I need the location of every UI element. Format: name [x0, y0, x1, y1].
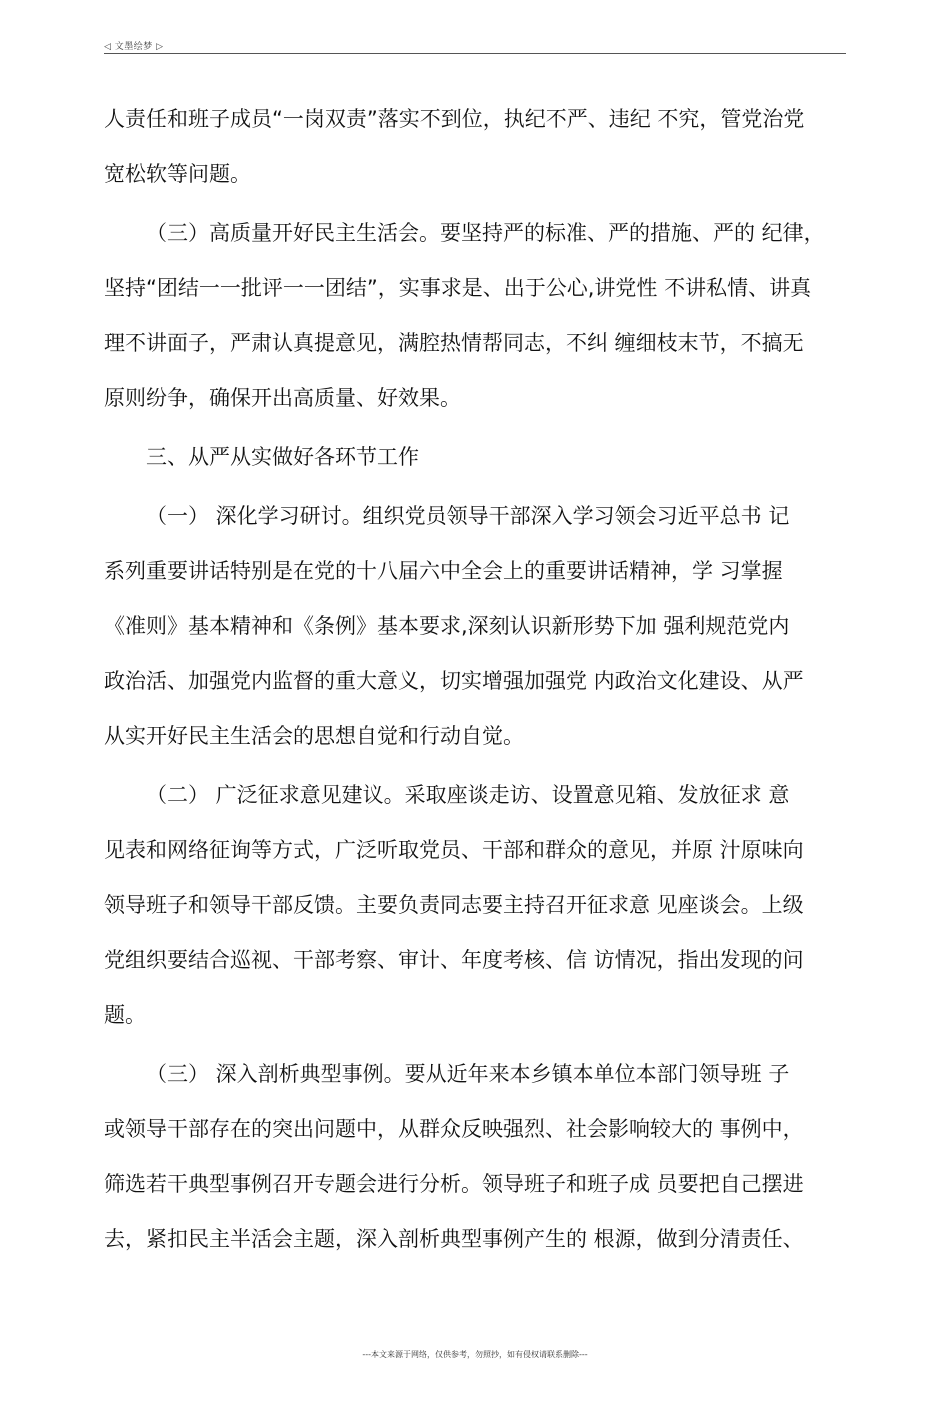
text-line: 或领导干部存在的突出问题中，从群众反映强烈、社会影响较大的 事例中，: [104, 1117, 804, 1141]
text-line: 原则纷争，确保开出高质量、好效果。: [104, 386, 461, 410]
text-line: 领导班子和领导干部反馈。主要负责同志要主持召开征求意 见座谈会。上级: [104, 893, 804, 917]
paragraph-democratic-life-meeting: [104, 206, 849, 426]
header-rule: [104, 53, 846, 54]
text-line: 坚持“团结一一批评一一团结”，实事求是、出于公心,讲党性 不讲私情、讲真: [104, 276, 812, 300]
text-line: （一） 深化学习研讨。组织党员领导干部深入学习领会习近平总书 记: [146, 504, 790, 528]
text-line: 题。: [104, 1003, 146, 1027]
text-line: 党组织要结合巡视、干部考察、审计、年度考核、信 访情况，指出发现的问: [104, 948, 804, 972]
text-line: 政治活、加强党内监督的重大意义，切实增强加强党 内政治文化建设、从严: [104, 669, 804, 693]
text-line: 从实开好民主生活会的思想自觉和行动自觉。: [104, 724, 524, 748]
text-line: 宽松软等问题。: [104, 162, 251, 186]
page-footer: ---本文来源于网络，仅供参考，勿照抄，如有侵权请联系删除---: [362, 1350, 588, 1359]
text-line: 人责任和班子成员“一岗双责”落实不到位，执纪不严、违纪 不究，管党治党: [104, 107, 805, 131]
text-line: 《准则》基本精神和《条例》基本要求,深刻认识新形势下加 强利规范党内: [104, 614, 790, 638]
text-line: 筛选若干典型事例召开专题会进行分析。领导班子和班子成 员要把自己摆进: [104, 1172, 804, 1196]
heading-line: 三、从严从实做好各环节工作: [146, 445, 419, 469]
text-line: 理不讲面子，严肃认真提意见，满腔热情帮同志，不纠 缠细枝末节，不搞无: [104, 331, 804, 355]
paragraph-study-research: [104, 489, 849, 764]
text-line: （三） 深入剖析典型事例。要从近年来本乡镇本单位本部门领导班 子: [146, 1062, 790, 1086]
text-line: （二） 广泛征求意见建议。采取座谈走访、设置意见箱、发放征求 意: [146, 783, 790, 807]
paragraph-continuation: [104, 92, 849, 202]
text-line: 见表和网络征询等方式，广泛听取党员、干部和群众的意见，并原 汁原味向: [104, 838, 804, 862]
section-heading: [104, 430, 849, 485]
text-line: 去，紧扣民主半活会主题，深入剖析典型事例产生的 根源，做到分清责任、: [104, 1227, 804, 1251]
paragraph-solicit-opinions: [104, 768, 849, 1043]
paragraph-typical-cases: [104, 1047, 849, 1267]
page-header: ◁ 文墨绘梦 ▷: [104, 42, 164, 52]
document-body: [104, 92, 849, 1267]
text-line: （三）高质量开好民主生活会。要坚持严的标准、严的措施、严的 纪律，: [146, 221, 825, 245]
text-line: 系列重要讲话特别是在党的十八届六中全会上的重要讲话精神，学 习掌握: [104, 559, 783, 583]
